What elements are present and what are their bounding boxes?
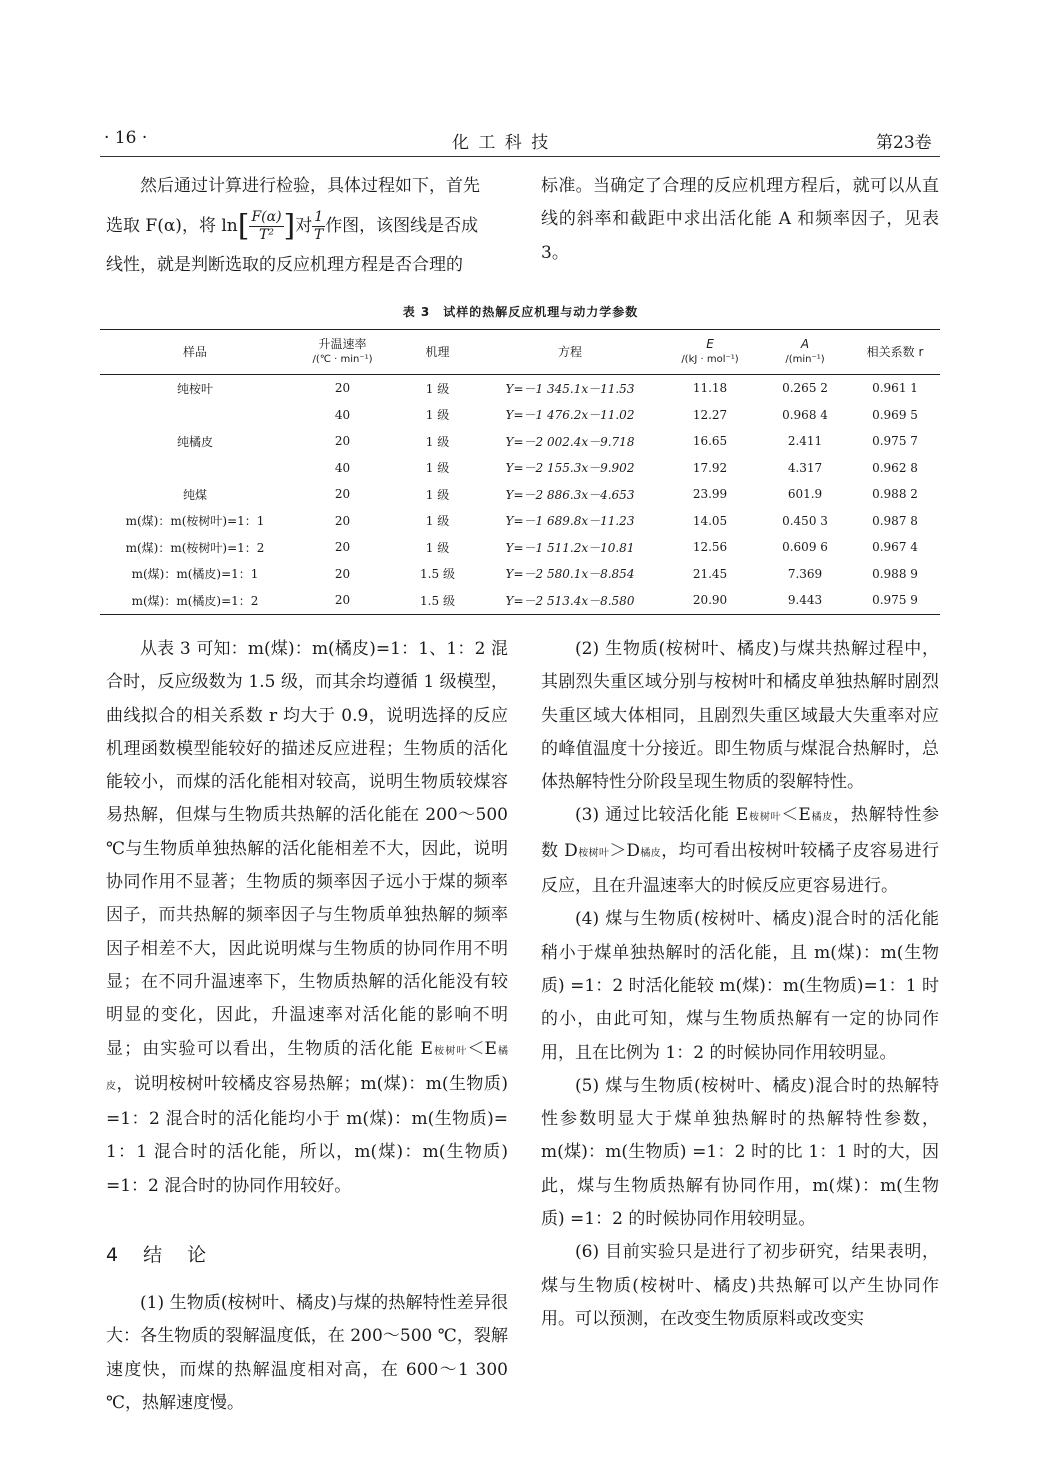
table-cell: 0.988 9 <box>872 566 918 581</box>
header-equation: 方程 <box>480 330 660 375</box>
table-cell: 1 级 <box>425 408 450 423</box>
table-cell: 14.05 <box>692 513 728 528</box>
table-cell <box>100 455 290 482</box>
table-cell: 1 级 <box>425 461 450 476</box>
table-cell: m(煤)：m(橘皮)=1：1 <box>131 567 259 582</box>
table-cell: 601.9 <box>787 487 823 502</box>
volume-label: 第23卷 <box>876 133 932 153</box>
table-cell: Y=－1 345.1x－11.53 <box>505 381 635 396</box>
table-cell: 0.962 8 <box>872 460 918 475</box>
table-cell: 20 <box>334 513 351 528</box>
section-heading-conclusion: 4 结 论 <box>106 1244 210 1266</box>
table-cell: 40 <box>334 407 351 422</box>
intro-line-2: 选取 F(α)，将 ln[ $\frac{F(\alpha)}{\text{T²}}$ ]对 $\frac{1}{T}$ 作图，该图线是否成 <box>106 208 479 244</box>
table-cell: 12.27 <box>692 407 728 422</box>
table-cell: Y=－2 002.4x－9.718 <box>505 434 635 449</box>
table-cell: 9.443 <box>760 587 850 614</box>
table-cell: m(煤)：m(桉树叶)=1：2 <box>125 540 265 555</box>
table-cell <box>100 402 290 429</box>
table-cell: Y=－1 689.8x－11.23 <box>505 514 635 529</box>
table-row <box>100 428 940 455</box>
intro-line-3: 线性，就是判断选取的反应机理方程是否合理的 <box>106 255 463 276</box>
header-E: E /(kJ · mol⁻¹) <box>660 330 760 375</box>
conclusion-6: (6) 目前实验只是进行了初步研究，结果表明，煤与生物质(桉树叶、橘皮)共热解可以产生协同作用。可以预测，在改变生物质原料或改变实 <box>541 1242 939 1329</box>
kinetics-table <box>100 329 940 615</box>
table-cell: 1 级 <box>425 487 450 502</box>
table-row <box>100 508 940 535</box>
table-cell: 1.5 级 <box>395 587 480 614</box>
table-row <box>100 587 940 614</box>
table-cell: 21.45 <box>692 566 728 581</box>
table-row <box>100 375 940 402</box>
table-cell: 20 <box>334 434 351 449</box>
right-bracket: ] <box>283 208 296 244</box>
table-cell: Y=－2 155.3x－9.902 <box>505 461 635 476</box>
table-cell: 7.369 <box>787 566 823 581</box>
header-A: A /(min⁻¹) <box>760 330 850 375</box>
header-sample: 样品 <box>100 330 290 375</box>
formula-F-over-T2: $\frac{F(\alpha)}{\text{T²}}$ <box>251 209 282 244</box>
conclusion-1: (1) 生物质(桉树叶、橘皮)与煤的热解特性差异很大：各生物质的裂解温度低，在 200～500 ℃，裂解速度快，而煤的热解温度相对高，在 600～1 300 ℃，热解速度慢。 <box>106 1293 508 1413</box>
table-cell: 20 <box>334 540 351 555</box>
table-cell: 0.265 2 <box>782 381 828 396</box>
table-cell: 20.90 <box>660 587 760 614</box>
running-header <box>0 128 1041 154</box>
journal-title: 化 工 科 技 <box>452 133 551 153</box>
table-cell: 0.975 9 <box>850 587 940 614</box>
table-cell: 0.968 4 <box>782 407 828 422</box>
intro-line-1: 然后通过计算进行检验，具体过程如下，首先 <box>140 176 480 196</box>
table-cell: 1 级 <box>425 381 450 396</box>
intro-right <box>541 170 939 270</box>
table-cell: 23.99 <box>692 487 728 502</box>
left-body <box>106 633 508 1203</box>
table-row <box>100 561 940 588</box>
table-cell: Y=－2 886.3x－4.653 <box>505 487 635 502</box>
header-mechanism: 机理 <box>395 330 480 375</box>
table-cell: 17.92 <box>692 460 728 475</box>
table-cell: Y=－1 511.2x－10.81 <box>505 540 635 555</box>
table-cell: 1 级 <box>425 514 450 529</box>
table-cell: 0.967 4 <box>872 540 918 555</box>
header-rule <box>100 156 940 157</box>
table-cell: Y=－1 476.2x－11.02 <box>505 408 635 423</box>
table-cell: m(煤)：m(橘皮)=1：2 <box>100 587 290 614</box>
table-cell: 0.961 1 <box>872 381 918 396</box>
table-cell: 1 级 <box>425 434 450 449</box>
conclusion-1-block <box>106 1287 508 1420</box>
table-cell: 0.975 7 <box>872 434 918 449</box>
table-cell: 纯煤 <box>182 487 207 502</box>
conclusion-2: (2) 生物质(桉树叶、橘皮)与煤共热解过程中，其剧烈失重区域分别与桉树叶和橘皮单独热解时剧烈失重区域大体相同，且剧烈失重区域最大失重率对应的峰值温度十分接近。即生物质与煤混合热解时，总体热解特性分阶段呈现生物质的裂解特性。 <box>541 639 939 793</box>
table-cell: 0.450 3 <box>782 513 828 528</box>
right-body <box>541 633 939 1336</box>
header-heating-rate: 升温速率 /(℃ · min⁻¹) <box>290 330 395 375</box>
table-cell: 2.411 <box>787 434 823 449</box>
discussion-paragraph: 从表 3 可知：m(煤)：m(橘皮)=1：1、1：2 混合时，反应级数为 1.5 级，而其余均遵循 1 级模型，曲线拟合的相关系数 r 均大于 0.9，说明选择的反应机理函数模型能较好的描述反应进程；生物质的活化能较小，而煤的活化能相对较高，说明生物质较煤容易热解，但煤与生物质共热解的活化能在 200～500 ℃与生物质单独热解的活化能相差不大，因此，说明协同作用不显著；生物质的频率因子远小于煤的频率因子，而共热解的频率因子与生物质单独热解的频率因子相差不大，因此说明煤与生物质的协同作用不明显；在不同升温速率下，生物质热解的活化能没有较明显的变化，因此，升温速率对活化能的影响不明显；由实验可以看出，生物质的活化能 E桉树叶＜E橘皮，说明桉树叶较橘皮容易热解；m(煤)：m(生物质) =1：2 混合时的活化能均小于 m(煤)：m(生物质)= 1：1 混合时的活化能，所以，m(煤)：m(生物质) =1：2 混合时的协同作用较好。 <box>106 639 508 1196</box>
formula-one-over-T: $\frac{1}{T}$ <box>314 209 324 244</box>
table-cell: 纯橘皮 <box>176 434 213 449</box>
table-cell: Y=－2 580.1x－8.854 <box>505 567 635 582</box>
table-cell: 1.5 级 <box>420 567 455 582</box>
table-cell: 12.56 <box>692 540 728 555</box>
intro-left <box>106 170 508 283</box>
table-header-row <box>100 330 940 375</box>
table-row <box>100 481 940 508</box>
table-cell: m(煤)：m(桉树叶)=1：1 <box>125 514 265 529</box>
conclusion-3: (3) 通过比较活化能 E桉树叶＜E橘皮，热解特性参数 D桉树叶＞D橘皮，均可看出桉树叶较橘子皮容易进行反应，且在升温速率大的时候反应更容易进行。 <box>541 805 940 897</box>
header-r: 相关系数 r <box>850 330 940 375</box>
conclusion-5: (5) 煤与生物质(桉树叶、橘皮)混合时的热解特性参数明显大于煤单独热解时的热解特性参数，m(煤)：m(生物质) =1：2 时的比 1：1 时的大，因此，煤与生物质热解有协同作用，m(煤)：m(生物质) =1：2 的时候协同作用较明显。 <box>541 1075 939 1230</box>
table-cell: 4.317 <box>787 460 823 475</box>
table-cell: 1 级 <box>425 540 450 555</box>
table-row <box>100 455 940 482</box>
table-cell: 20 <box>290 587 395 614</box>
table-cell: 20 <box>334 381 351 396</box>
table-cell: 纯桉叶 <box>176 381 213 396</box>
table-cell: 20 <box>334 487 351 502</box>
intro-right-text: 标准。当确定了合理的反应机理方程后，就可以从直线的斜率和截距中求出活化能 A 和频率因子，见表 3。 <box>541 176 939 263</box>
table-cell: 0.609 6 <box>782 540 828 555</box>
table-cell: 11.18 <box>692 381 728 396</box>
table-caption: 表 3 试样的热解反应机理与动力学参数 <box>402 305 639 319</box>
table-cell: 40 <box>334 460 351 475</box>
left-bracket: [ <box>237 208 250 244</box>
table-cell: 0.987 8 <box>872 513 918 528</box>
conclusion-4: (4) 煤与生物质(桉树叶、橘皮)混合时的活化能稍小于煤单独热解时的活化能，且 m(煤)：m(生物质) =1：2 时活化能较 m(煤)：m(生物质)=1：1 时的小，由此可知，煤与生物质热解有一定的协同作用，且在比例为 1：2 的时候协同作用较明显。 <box>541 909 939 1063</box>
table-row <box>100 402 940 429</box>
table-row <box>100 534 940 561</box>
table-cell: 0.969 5 <box>872 407 918 422</box>
table-cell: Y=－2 513.4x－8.580 <box>480 587 660 614</box>
page-number: · 16 · <box>104 128 148 148</box>
table-cell: 20 <box>334 566 351 581</box>
table-cell: 0.988 2 <box>872 487 918 502</box>
table-cell: 16.65 <box>692 434 728 449</box>
